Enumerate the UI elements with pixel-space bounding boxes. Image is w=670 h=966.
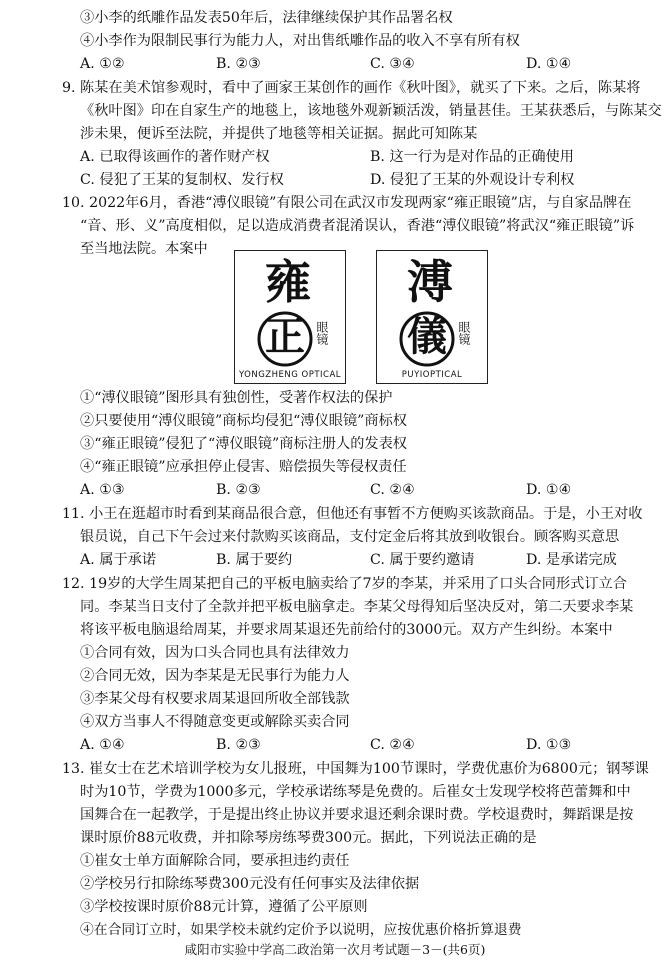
yongzheng-logo-top-char: 雍 <box>265 255 311 309</box>
q11-option-b: B. 属于要约 <box>216 552 293 568</box>
yongzheng-logo-bottom-char: 正 <box>265 313 305 360</box>
q9-stem-line3: 涉未果，便诉至法院，并提供了地毯等相关证据。据此可知陈某 <box>80 126 478 142</box>
q10-stem-line3: 至当地法院。本案中 <box>80 241 208 257</box>
q10-statement-3: ③“雍正眼镜”侵犯了“溥仪眼镜”商标注册人的发表权 <box>80 436 407 452</box>
q11-option-a: A. 属于承诺 <box>80 552 157 568</box>
puyi-logo-caption: PUYIOPTICAL <box>401 370 463 380</box>
q10-stem-line2: “音、形、义”高度相似，足以造成消费者混淆误认，香港“溥仪眼镜”将武汉“雍正眼镜”诉 <box>80 218 635 234</box>
q11-stem-line2: 银员说，自己下午会过来付款购买该商品，支付定金后将其放到收银台。顾客购买意思 <box>80 529 620 545</box>
puyi-logo <box>376 250 488 384</box>
q8-option-a: A. ①② <box>80 56 125 72</box>
q9-stem-line2: 《秋叶图》印在自家生产的地毯上，该地毯外观新颖活泼，销量甚佳。王某获悉后，与陈某交 <box>80 103 662 119</box>
q12-option-c: C. ②④ <box>370 737 415 753</box>
puyi-logo-bottom-char: 儀 <box>407 313 447 360</box>
q12-option-a: A. ①④ <box>80 737 125 753</box>
q12-option-b: B. ②③ <box>216 737 261 753</box>
q10-option-c: C. ②④ <box>370 482 415 498</box>
q13-statement-3: ③学校按课时原价88元计算，遵循了公平原则 <box>80 899 368 915</box>
q13-statement-2: ②学校另行扣除练琴费300元没有任何事实及法律依据 <box>80 876 420 892</box>
q12-option-d: D. ①③ <box>526 737 572 753</box>
q12-statement-2: ②合同无效，因为李某是无民事行为能力人 <box>80 668 350 684</box>
puyi-logo-tag: 眼镜 <box>457 321 471 345</box>
q9-option-c: C. 侵犯了王某的复制权、发行权 <box>80 172 284 188</box>
q11-stem-line1: 11. 小王在逛超市时看到某商品很合意，但他还有事暂不方便购买该款商品。于是，小王对收 <box>62 506 643 522</box>
q10-statement-4: ④“雍正眼镜”应承担停止侵害、赔偿损失等侵权责任 <box>80 459 407 475</box>
yongzheng-logo-caption: YONGZHENG OPTICAL <box>238 370 342 380</box>
q13-stem-line3: 国舞合在一起教学，于是提出终止协议并要求退还剩余课时费。学校退费时，舞蹈课是按 <box>80 807 634 823</box>
q8-statement-4: ④小李作为限制民事行为能力人，对出售纸雕作品的收入不享有所有权 <box>80 33 520 49</box>
q11-option-d: D. 是承诺完成 <box>526 552 617 568</box>
q13-stem-line1: 13. 崔女士在艺术培训学校为女儿报班，中国舞为100节课时，学费优惠价为6800元；钢琴课 <box>62 761 649 777</box>
puyi-logo-top-char: 溥 <box>407 255 453 309</box>
q13-statement-1: ①崔女士单方面解除合同，要承担违约责任 <box>80 853 350 869</box>
q13-stem-line4: 课时原价88元收费，并扣除琴房练琴费300元。据此，下列说法正确的是 <box>80 830 537 846</box>
q12-stem-line3: 将该平板电脑退给周某，并要求周某退还先前给付的3000元。双方产生纠纷。本案中 <box>80 622 613 638</box>
q10-stem-line1: 10. 2022年6月，香港“溥仪眼镜”有限公司在武汉市发现两家“雍正眼镜”店，与自家品牌在 <box>62 195 632 211</box>
q8-option-c: C. ③④ <box>370 56 415 72</box>
q10-option-d: D. ①④ <box>526 482 572 498</box>
q12-statement-4: ④双方当事人不得随意变更或解除买卖合同 <box>80 714 350 730</box>
q9-option-d: D. 侵犯了王某的外观设计专利权 <box>370 172 575 188</box>
q12-statement-3: ③李某父母有权要求周某退回所收全部钱款 <box>80 691 350 707</box>
q10-statement-2: ②只要使用“溥仪眼镜”商标均侵犯“溥仪眼镜”商标权 <box>80 413 407 429</box>
q8-option-b: B. ②③ <box>216 56 261 72</box>
q10-option-a: A. ①③ <box>80 482 125 498</box>
q11-option-c: C. 属于要约邀请 <box>370 552 475 568</box>
yongzheng-logo <box>234 250 346 384</box>
q9-option-a: A. 已取得该画作的著作财产权 <box>80 149 270 165</box>
q9-option-b: B. 这一行为是对作品的正确使用 <box>370 149 574 165</box>
q12-statement-1: ①合同有效，因为口头合同也具有法律效力 <box>80 645 350 661</box>
q10-option-b: B. ②③ <box>216 482 261 498</box>
q13-statement-4: ④在合同订立时，如果学校未就约定价予以说明，应按优惠价格折算退费 <box>80 922 522 938</box>
q10-statement-1: ①“溥仪眼镜”图形具有独创性，受著作权法的保护 <box>80 390 393 406</box>
q12-stem-line1: 12. 19岁的大学生周某把自己的平板电脑卖给了7岁的李某，并采用了口头合同形式订立合 <box>62 576 627 592</box>
q8-option-d: D. ①④ <box>526 56 572 72</box>
yongzheng-logo-tag: 眼镜 <box>315 321 329 345</box>
page-footer: 咸阳市实验中学高二政治第一次月考试题－3－(共6页) <box>184 942 486 957</box>
q13-stem-line2: 时为10节，学费为1000多元，学校承诺练琴是免费的。后崔女士发现学校将芭蕾舞和中 <box>80 784 631 800</box>
q8-statement-3: ③小李的纸雕作品发表50年后，法律继续保护其作品署名权 <box>80 10 453 26</box>
q12-stem-line2: 同。李某当日支付了全款并把平板电脑拿走。李某父母得知后坚决反对，第二天要求李某 <box>80 599 634 615</box>
q9-stem-line1: 9. 陈某在美术馆参观时，看中了画家王某创作的画作《秋叶图》，就买了下来。之后，陈某将 <box>62 80 641 96</box>
